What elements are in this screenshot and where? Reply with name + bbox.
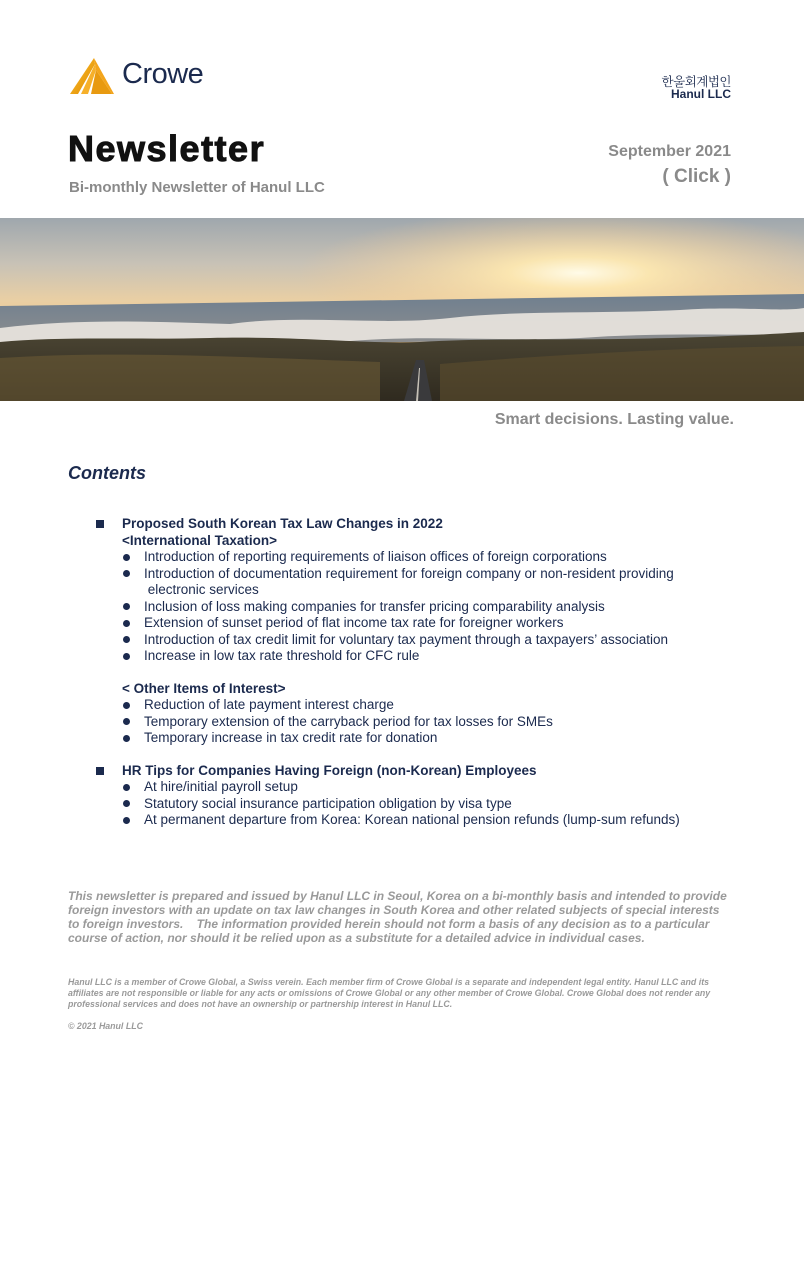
firm-name-korean: 한울회계법인 xyxy=(661,74,731,89)
contents-heading: Contents xyxy=(68,463,146,483)
round-bullet-icon xyxy=(123,603,130,610)
crowe-peak-logo-icon xyxy=(68,56,116,96)
toc-item[interactable]: Statutory social insurance participation obligation by visa type xyxy=(95,796,735,813)
toc-item[interactable]: Increase in low tax rate threshold for CFC rule xyxy=(95,648,735,665)
toc-item[interactable]: Temporary extension of the carryback period for tax losses for SMEs xyxy=(95,714,735,731)
round-bullet-icon xyxy=(123,570,130,577)
toc-item[interactable]: At permanent departure from Korea: Korean national pension refunds (lump-sum refunds) xyxy=(95,812,735,829)
toc-item[interactable]: Temporary increase in tax credit rate for donation xyxy=(95,730,735,747)
copyright: © 2021 Hanul LLC xyxy=(68,1021,143,1031)
toc-item-continuation: electronic services xyxy=(144,582,259,597)
round-bullet-icon xyxy=(123,653,130,660)
section-title: HR Tips for Companies Having Foreign (non-Korean) Employees xyxy=(122,762,537,778)
page-title: Newsletter xyxy=(68,128,266,169)
round-bullet-icon xyxy=(123,636,130,643)
crowe-logo[interactable] xyxy=(68,56,218,98)
round-bullet-icon xyxy=(123,702,130,709)
tagline: Smart decisions. Lasting value. xyxy=(494,411,734,428)
sunset-banner-image xyxy=(0,218,804,401)
round-bullet-icon xyxy=(123,718,130,725)
round-bullet-icon xyxy=(123,817,130,824)
toc-item[interactable]: Introduction of reporting requirements of liaison offices of foreign corporations xyxy=(95,549,735,566)
round-bullet-icon xyxy=(123,784,130,791)
round-bullet-icon xyxy=(123,735,130,742)
toc-item[interactable]: At hire/initial payroll setup xyxy=(95,779,735,796)
brand-wordmark: Crowe xyxy=(122,58,204,90)
toc-item[interactable]: Introduction of documentation requirement for foreign company or non-resident providing electronic services xyxy=(95,566,735,599)
issue-date: September 2021 xyxy=(608,143,731,160)
firm-name-english: Hanul LLC xyxy=(671,87,731,101)
toc-section-hr-tips[interactable] xyxy=(95,763,735,780)
section-title: Proposed South Korean Tax Law Changes in 2022 xyxy=(122,516,443,531)
member-notice: Hanul LLC is a member of Crowe Global, a Swiss verein. Each member firm of Crowe Global is a separate and independent legal entity. Hanul LLC and its affiliates are not responsible or liable for any acts or omissions of Crowe Global or any other member of Crowe Global. Crowe Global does not render any professional services and does not have an ownership or partnership interest in Hanul LLC. xyxy=(68,977,711,1009)
square-bullet-icon xyxy=(96,767,104,775)
page-subtitle: Bi-monthly Newsletter of Hanul LLC xyxy=(69,179,325,196)
round-bullet-icon xyxy=(123,800,130,807)
square-bullet-icon xyxy=(96,520,104,528)
group-heading-other-items: < Other Items of Interest> xyxy=(122,680,286,696)
toc-item[interactable]: Introduction of tax credit limit for voluntary tax payment through a taxpayers’ association xyxy=(95,632,735,649)
disclaimer-text: This newsletter is prepared and issued by Hanul LLC in Seoul, Korea on a bi-monthly basis and intended to provide foreign investors with an update on tax law changes in South Korea and other related subjects of special interests to foreign investors. The information provided herein should not form a basis of any decision as to a particular course of action, nor should it be relied upon as a substitute for a detailed advice in individual cases. xyxy=(68,889,731,945)
firm-name xyxy=(662,75,731,101)
toc-item[interactable]: Inclusion of loss making companies for transfer pricing comparability analysis xyxy=(95,599,735,616)
toc-item[interactable]: Reduction of late payment interest charge xyxy=(95,697,735,714)
group-heading-international: <International Taxation> xyxy=(122,532,278,548)
toc-item[interactable]: Extension of sunset period of flat income tax rate for foreigner workers xyxy=(95,615,735,632)
round-bullet-icon xyxy=(123,620,130,627)
round-bullet-icon xyxy=(123,554,130,561)
toc-section-tax-law[interactable] xyxy=(95,516,735,533)
click-link[interactable]: ( Click ) xyxy=(662,166,731,187)
table-of-contents xyxy=(95,516,735,829)
